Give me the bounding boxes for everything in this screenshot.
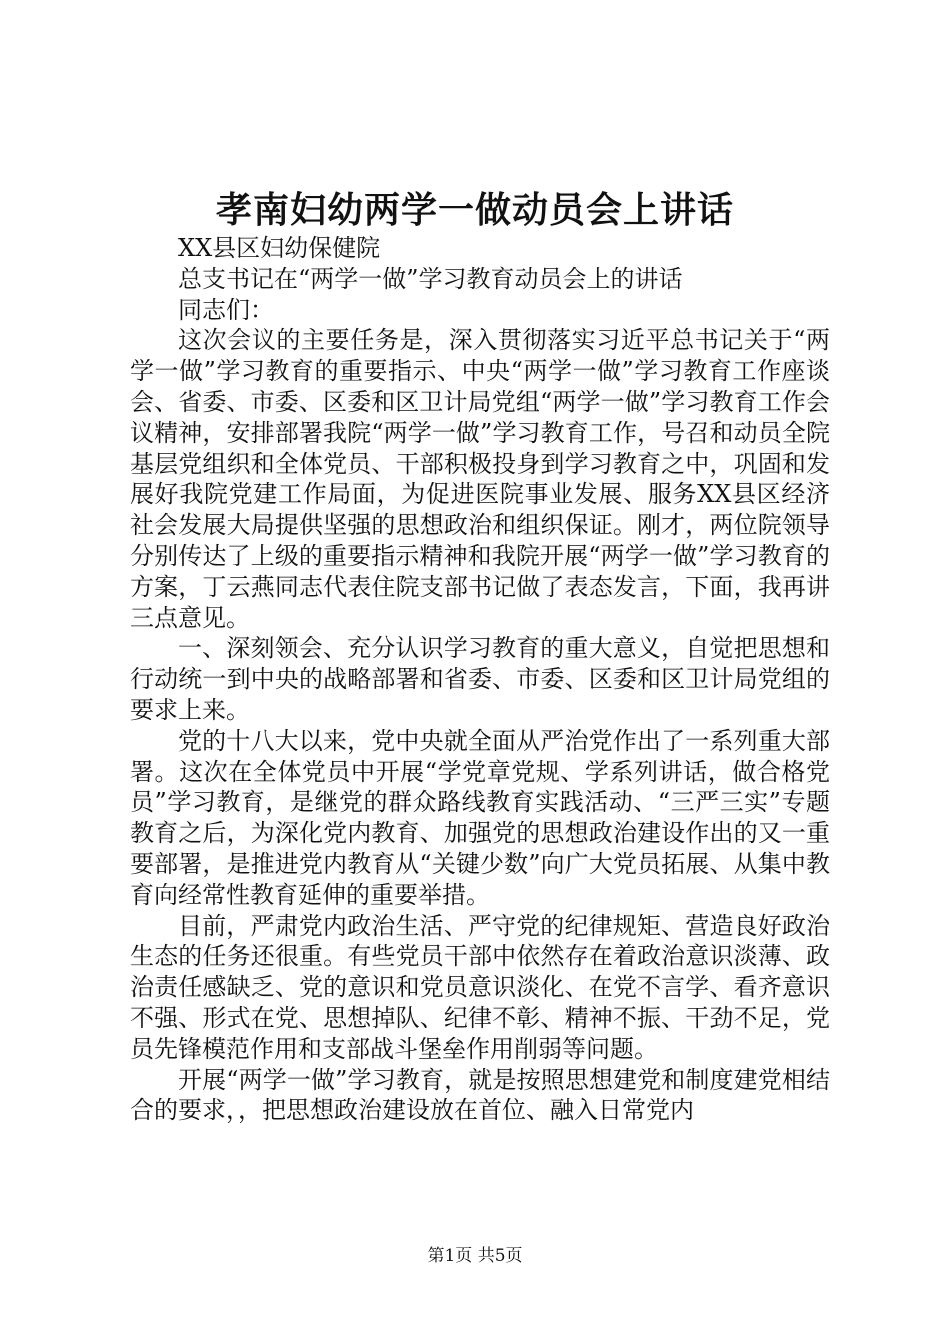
body-paragraph: 目前，严肃党内政治生活、严守党的纪律规矩、营造良好政治生态的任务还很重。有些党员干部中依然存在着政治意识淡薄、政治责任感缺乏、党的意识和党员意识淡化、在党不言学、看齐意识不强、形式在党、思想掉队、纪律不彰、精神不振、干劲不足，党员先锋模范作用和支部战斗堡垒作用削弱等问题。 [130,911,830,1063]
salutation: 同志们： [178,295,274,324]
section-heading: 一、深刻领会、充分认识学习教育的重大意义，自觉把思想和行动统一到中央的战略部署和省委、市委、区委和区卫计局党组的要求上来。 [130,634,830,724]
organization-line: XX县区妇幼保健院 [178,234,381,262]
document-body [130,233,830,1126]
body-paragraph: 开展“两学一做”学习教育，就是按照思想建党和制度建党相结合的要求，，把思想政治建设放在首位、融入日常党内 [130,1065,830,1125]
document-title: 孝南妇幼两学一做动员会上讲话 [215,189,734,231]
page-number: 第1页 共5页 [427,1246,523,1266]
speech-subtitle: 总支书记在“两学一做”学习教育动员会上的讲话 [178,264,683,293]
body-paragraph: 党的十八大以来，党中央就全面从严治党作出了一系列重大部署。这次在全体党员中开展“学党章党规、学系列讲话，做合格党员”学习教育，是继党的群众路线教育实践活动、“三严三实”专题教育之后，为深化党内教育、加强党的思想政治建设作出的又一重要部署，是推进党内教育从“关键少数”向广大党员拓展、从集中教育向经常性教育延伸的重要举措。 [130,726,830,909]
body-paragraph: 这次会议的主要任务是，深入贯彻落实习近平总书记关于“两学一做”学习教育的重要指示、中央“两学一做”学习教育工作座谈会、省委、市委、区委和区卫计局党组“两学一做”学习教育工作会议精神，安排部署我院“两学一做”学习教育工作，号召和动员全院基层党组织和全体党员、干部积极投身到学习教育之中，巩固和发展好我院党建工作局面，为促进医院事业发展、服务XX县区经济社会发展大局提供坚强的思想政治和组织保证。刚才，两位院领导分别传达了上级的重要指示精神和我院开展“两学一做”学习教育的方案，丁云燕同志代表住院支部书记做了表态发言，下面，我再讲三点意见。 [130,326,830,632]
